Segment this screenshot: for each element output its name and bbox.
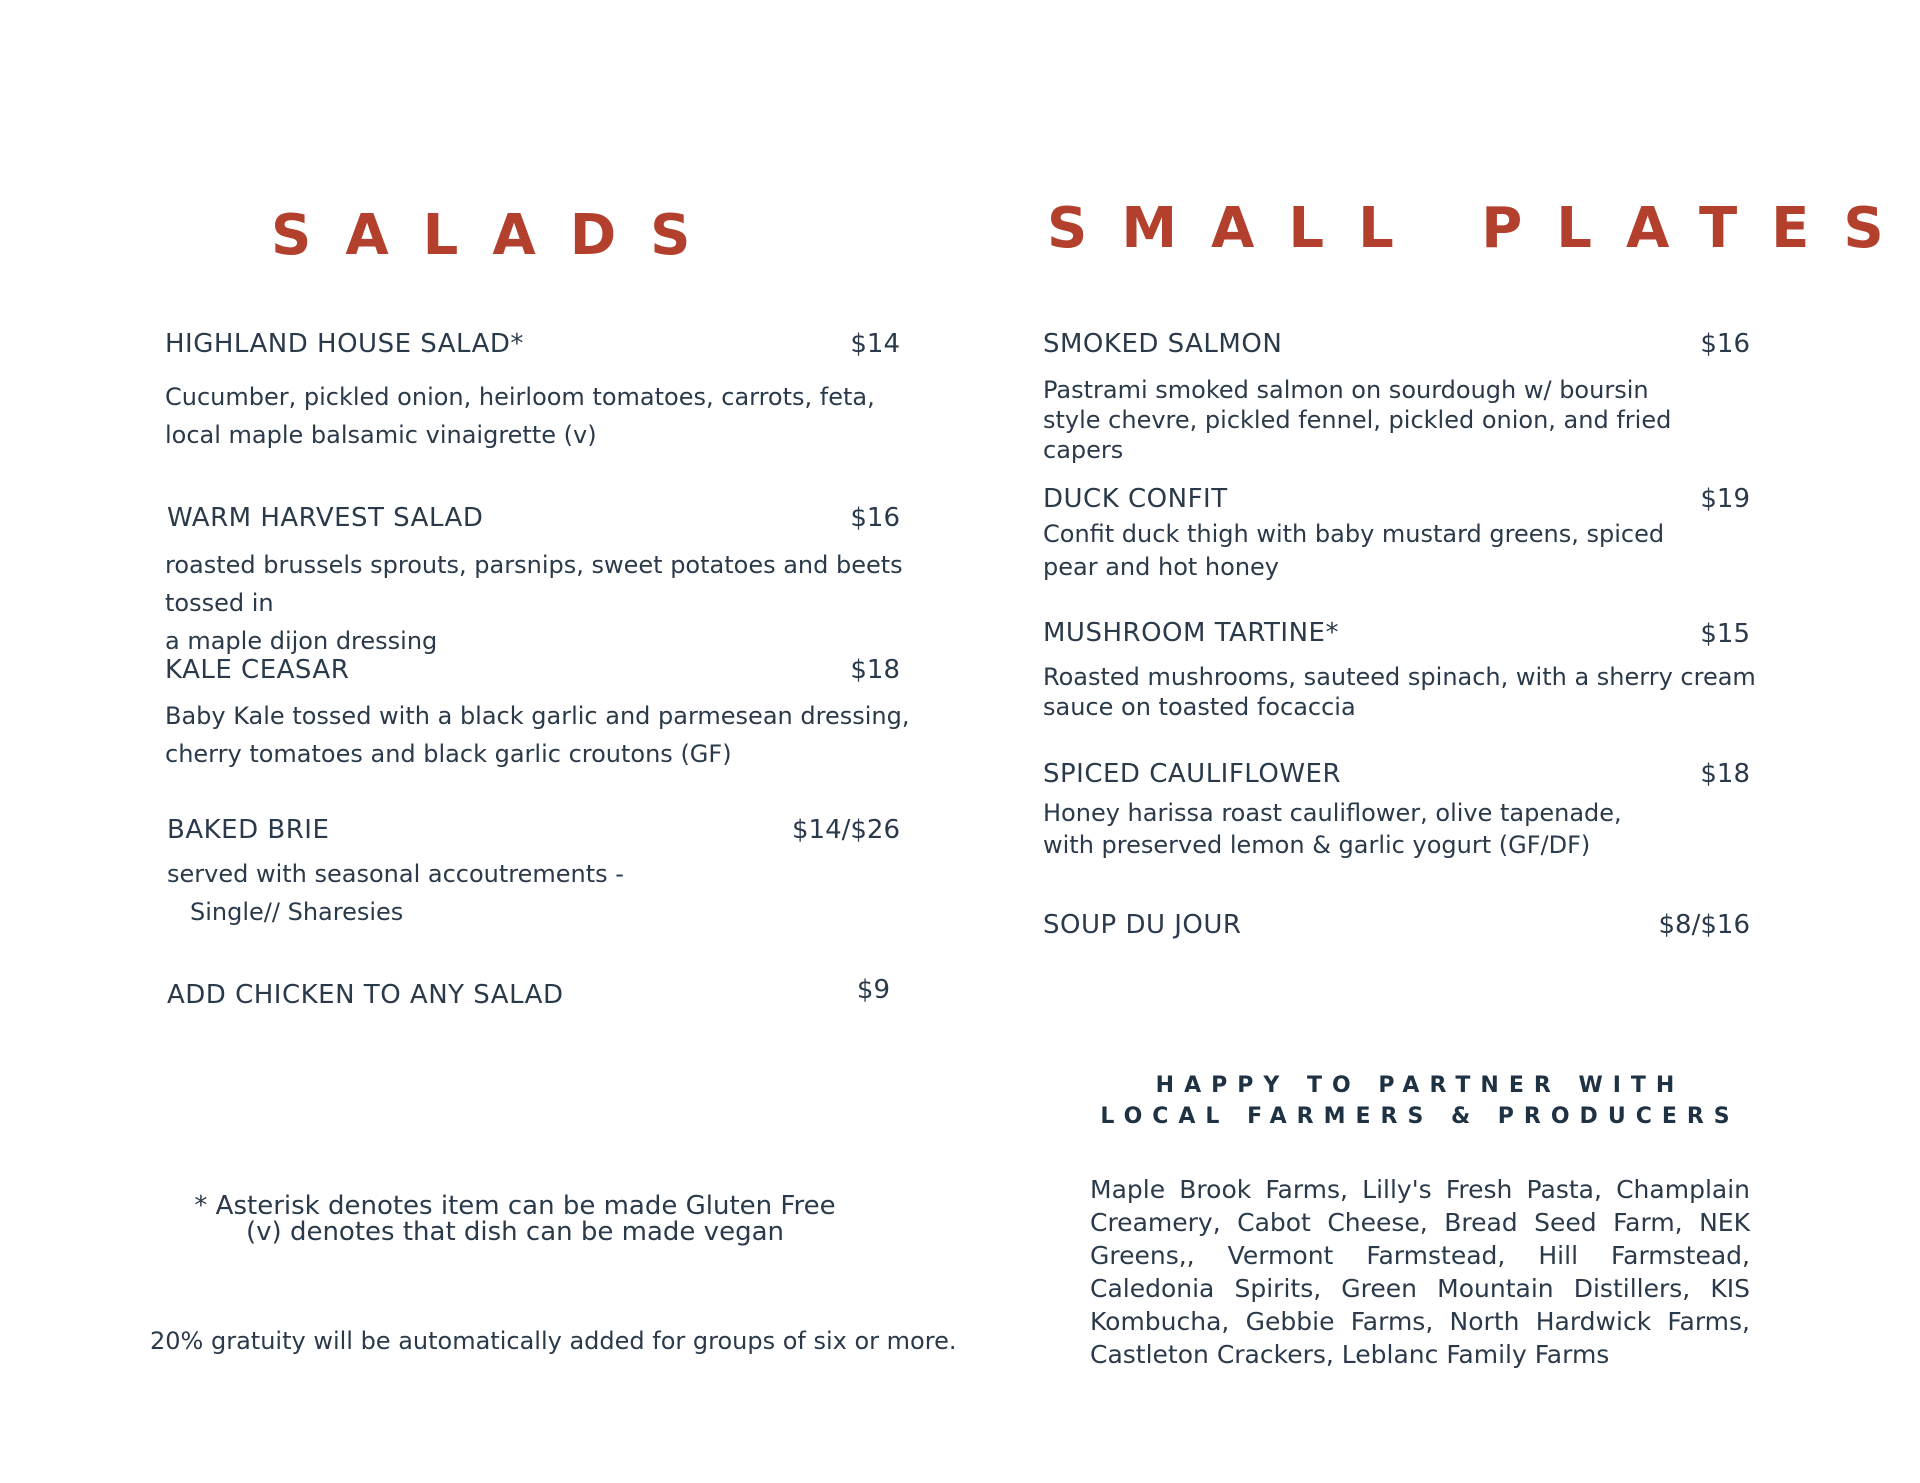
description-line: Single// Sharesies (190, 898, 404, 926)
description-line: Baby Kale tossed with a black garlic and parmesean dressing, (165, 702, 910, 730)
menu-item-description (167, 855, 927, 931)
description-line: Honey harissa roast cauliflower, olive tapenade, (1043, 799, 1622, 827)
menu-item-price: $16 (850, 503, 900, 533)
menu-item-name: SMOKED SALMON (1043, 329, 1283, 359)
asterisk-note: * Asterisk denotes item can be made Gluten Free (194, 1191, 836, 1221)
menu-item-price: $9 (856, 975, 890, 1005)
menu-item-name: SPICED CAULIFLOWER (1043, 759, 1342, 789)
gratuity-note: 20% gratuity will be automatically added for groups of six or more. (150, 1327, 957, 1355)
menu-item-price: $15 (1700, 619, 1750, 649)
menu-item-price: $18 (1700, 759, 1750, 789)
menu-item-price: $16 (1700, 329, 1750, 359)
menu-item-name: MUSHROOM TARTINE* (1043, 618, 1339, 648)
menu-item-price: $14 (850, 329, 900, 359)
description-line: a maple dijon dressing (165, 627, 438, 655)
menu-item-name: BAKED BRIE (167, 815, 330, 845)
menu-item-name: DUCK CONFIT (1043, 484, 1228, 514)
menu-item-description (165, 697, 925, 773)
description-line: local maple balsamic vinaigrette (v) (165, 421, 597, 449)
menu-item-description (165, 546, 925, 660)
footnote (165, 1193, 865, 1245)
description-line: roasted brussels sprouts, parsnips, sweet potatoes and beets tossed in (165, 551, 903, 617)
vegan-note: (v) denotes that dish can be made vegan (246, 1217, 784, 1247)
menu-item-price: $19 (1700, 484, 1750, 514)
menu-item-description (1043, 797, 1743, 861)
menu-item-price: $8/$16 (1658, 910, 1750, 940)
partners-heading (1040, 1070, 1800, 1132)
description-line: with preserved lemon & garlic yogurt (GF/DF) (1043, 831, 1591, 859)
description-line: cherry tomatoes and black garlic croutons (GF) (165, 740, 732, 768)
description-line: style chevre, pickled fennel, pickled onion, and fried (1043, 406, 1672, 434)
menu-item-name: ADD CHICKEN TO ANY SALAD (167, 980, 564, 1010)
salads-heading: SALADS (271, 203, 725, 268)
menu-item-price: $18 (850, 655, 900, 685)
menu-item-name: SOUP DU JOUR (1043, 910, 1242, 940)
small-plates-heading: SMALL PLATES (1047, 196, 1918, 261)
partners-heading-line: HAPPY TO PARTNER WITH (1155, 1073, 1685, 1098)
menu-item-description (165, 378, 925, 454)
partners-heading-line: LOCAL FARMERS & PRODUCERS (1100, 1104, 1740, 1129)
menu-item-description (1043, 518, 1743, 584)
menu-item-name: WARM HARVEST SALAD (167, 503, 484, 533)
description-line: capers (1043, 436, 1124, 464)
menu-item-name: HIGHLAND HOUSE SALAD* (165, 329, 524, 359)
description-line: served with seasonal accoutrements - (167, 860, 624, 888)
description-line: Confit duck thigh with baby mustard greens, spiced (1043, 520, 1665, 548)
description-line: Cucumber, pickled onion, heirloom tomatoes, carrots, feta, (165, 383, 875, 411)
description-line: Pastrami smoked salmon on sourdough w/ boursin (1043, 376, 1649, 404)
menu-item-name: KALE CEASAR (165, 655, 350, 685)
description-line: sauce on toasted focaccia (1043, 693, 1356, 721)
menu-item-description (1043, 662, 1763, 722)
description-line: Roasted mushrooms, sauteed spinach, with a sherry cream (1043, 663, 1756, 691)
menu-item-description (1043, 375, 1743, 465)
menu-item-price: $14/$26 (791, 815, 900, 845)
description-line: pear and hot honey (1043, 553, 1279, 581)
partners-list: Maple Brook Farms, Lilly's Fresh Pasta, Champlain Creamery, Cabot Cheese, Bread Seed Farm, NEK Greens,, Vermont Farmstead, Hill Farmstead, Caledonia Spirits, Green Mountain Distillers, KIS Kombucha, Gebbie Farms, North Hardwick Farms, Castleton Crackers, Leblanc Family Farms (1090, 1175, 1750, 1369)
